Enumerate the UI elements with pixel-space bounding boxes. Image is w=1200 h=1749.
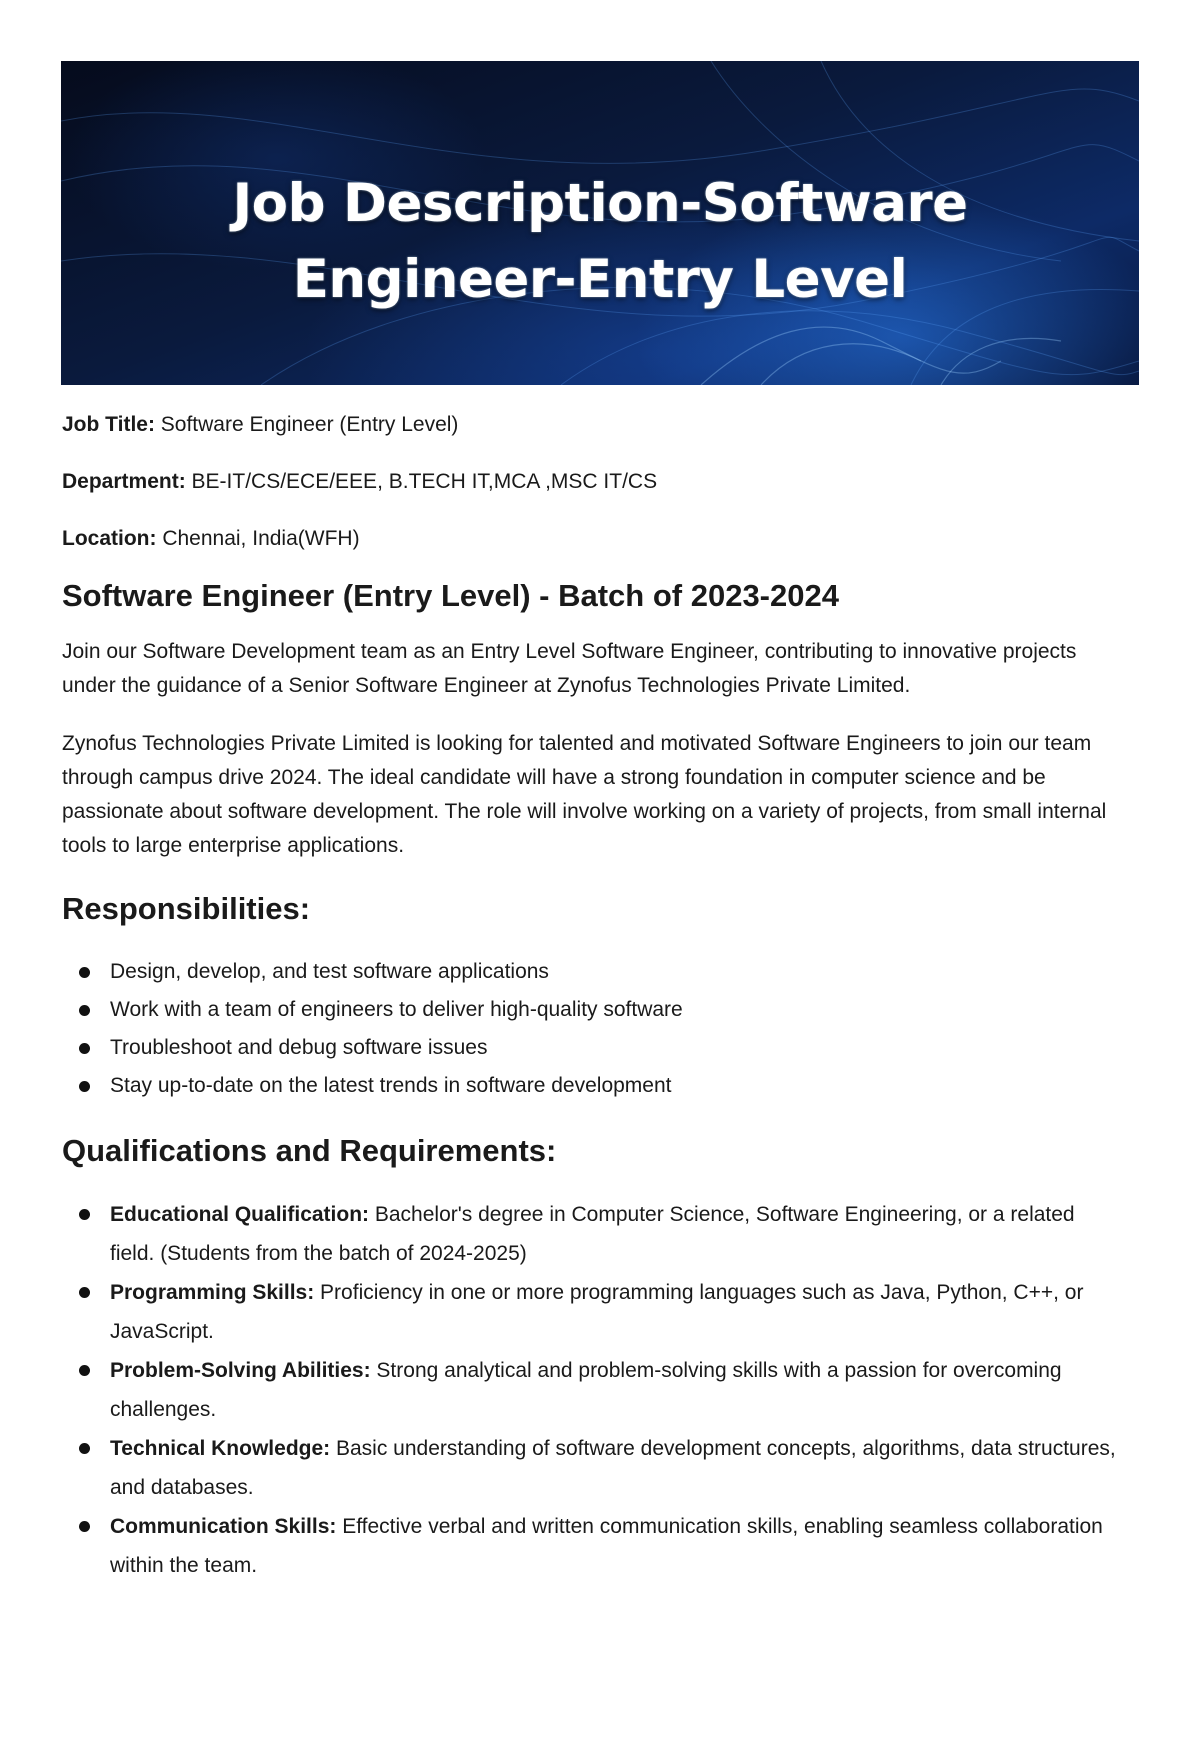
- banner-title-line-1: Job Description-Software: [232, 173, 968, 234]
- bullet-icon: [79, 1209, 90, 1220]
- job-title-line: [62, 396, 1122, 453]
- list-item: [62, 1195, 1122, 1273]
- qualification-text: Basic understanding of software development concepts, algorithms, data structures, and databases.: [110, 1437, 1116, 1499]
- banner-title: [61, 166, 1139, 318]
- bullet-icon: [79, 1365, 90, 1376]
- document-body: [62, 396, 1122, 1585]
- qualification-label: Educational Qualification:: [110, 1203, 370, 1226]
- department-line: [62, 453, 1122, 510]
- banner-title-line-2: Engineer-Entry Level: [292, 249, 908, 310]
- list-item: [62, 1029, 1122, 1067]
- qualifications-list: [62, 1195, 1122, 1585]
- department-label: Department:: [62, 470, 186, 493]
- bullet-icon: [79, 1081, 90, 1092]
- list-item: [62, 991, 1122, 1029]
- bullet-icon: [79, 1005, 90, 1016]
- department-value: BE-IT/CS/ECE/EEE, B.TECH IT,MCA ,MSC IT/CS: [185, 470, 658, 493]
- bullet-icon: [79, 1443, 90, 1454]
- section-title: Software Engineer (Entry Level) - Batch of 2023-2024: [62, 578, 839, 613]
- list-item: [62, 953, 1122, 991]
- list-item: [62, 1067, 1122, 1105]
- qualification-label: Technical Knowledge:: [110, 1437, 331, 1460]
- list-item-text: Troubleshoot and debug software issues: [110, 1036, 488, 1059]
- list-item: [62, 1507, 1122, 1585]
- bullet-icon: [79, 1521, 90, 1532]
- responsibilities-heading: Responsibilities:: [62, 891, 311, 926]
- qualification-label: Problem-Solving Abilities:: [110, 1359, 371, 1382]
- list-item: [62, 1273, 1122, 1351]
- location-label: Location:: [62, 527, 157, 550]
- bullet-icon: [79, 967, 90, 978]
- intro-paragraph-2: Zynofus Technologies Private Limited is looking for talented and motivated Software Engineers to join our team through campus drive 2024. The ideal candidate will have a strong foundation in computer science and be passionate about software development. The role will involve working on a variety of projects, from small internal tools to large enterprise applications.: [62, 732, 1107, 857]
- qualification-text: Proficiency in one or more programming languages such as Java, Python, C++, or JavaScript.: [110, 1281, 1084, 1343]
- bullet-icon: [79, 1043, 90, 1054]
- list-item: [62, 1429, 1122, 1507]
- job-title-label: Job Title:: [62, 413, 155, 436]
- qualification-text: Bachelor's degree in Computer Science, Software Engineering, or a related field. (Students from the batch of 2024-2025): [110, 1203, 1075, 1265]
- list-item: [62, 1351, 1122, 1429]
- qualification-text: Effective verbal and written communication skills, enabling seamless collaboration within the team.: [110, 1515, 1103, 1577]
- list-item-text: Design, develop, and test software applications: [110, 960, 549, 983]
- location-value: Chennai, India(WFH): [156, 527, 360, 550]
- responsibilities-list: [62, 953, 1122, 1105]
- header-banner: [61, 61, 1139, 385]
- list-item-text: Stay up-to-date on the latest trends in software development: [110, 1074, 672, 1097]
- qualification-label: Communication Skills:: [110, 1515, 337, 1538]
- qualification-label: Programming Skills:: [110, 1281, 315, 1304]
- qualifications-heading: Qualifications and Requirements:: [62, 1133, 557, 1168]
- job-title-value: Software Engineer (Entry Level): [154, 413, 459, 436]
- list-item-text: Work with a team of engineers to deliver high-quality software: [110, 998, 683, 1021]
- intro-paragraph-1: Join our Software Development team as an Entry Level Software Engineer, contributing to innovative projects under the guidance of a Senior Software Engineer at Zynofus Technologies Private Limited.: [62, 640, 1077, 697]
- qualification-text: Strong analytical and problem-solving skills with a passion for overcoming challenges.: [110, 1359, 1062, 1421]
- bullet-icon: [79, 1287, 90, 1298]
- location-line: [62, 510, 1122, 567]
